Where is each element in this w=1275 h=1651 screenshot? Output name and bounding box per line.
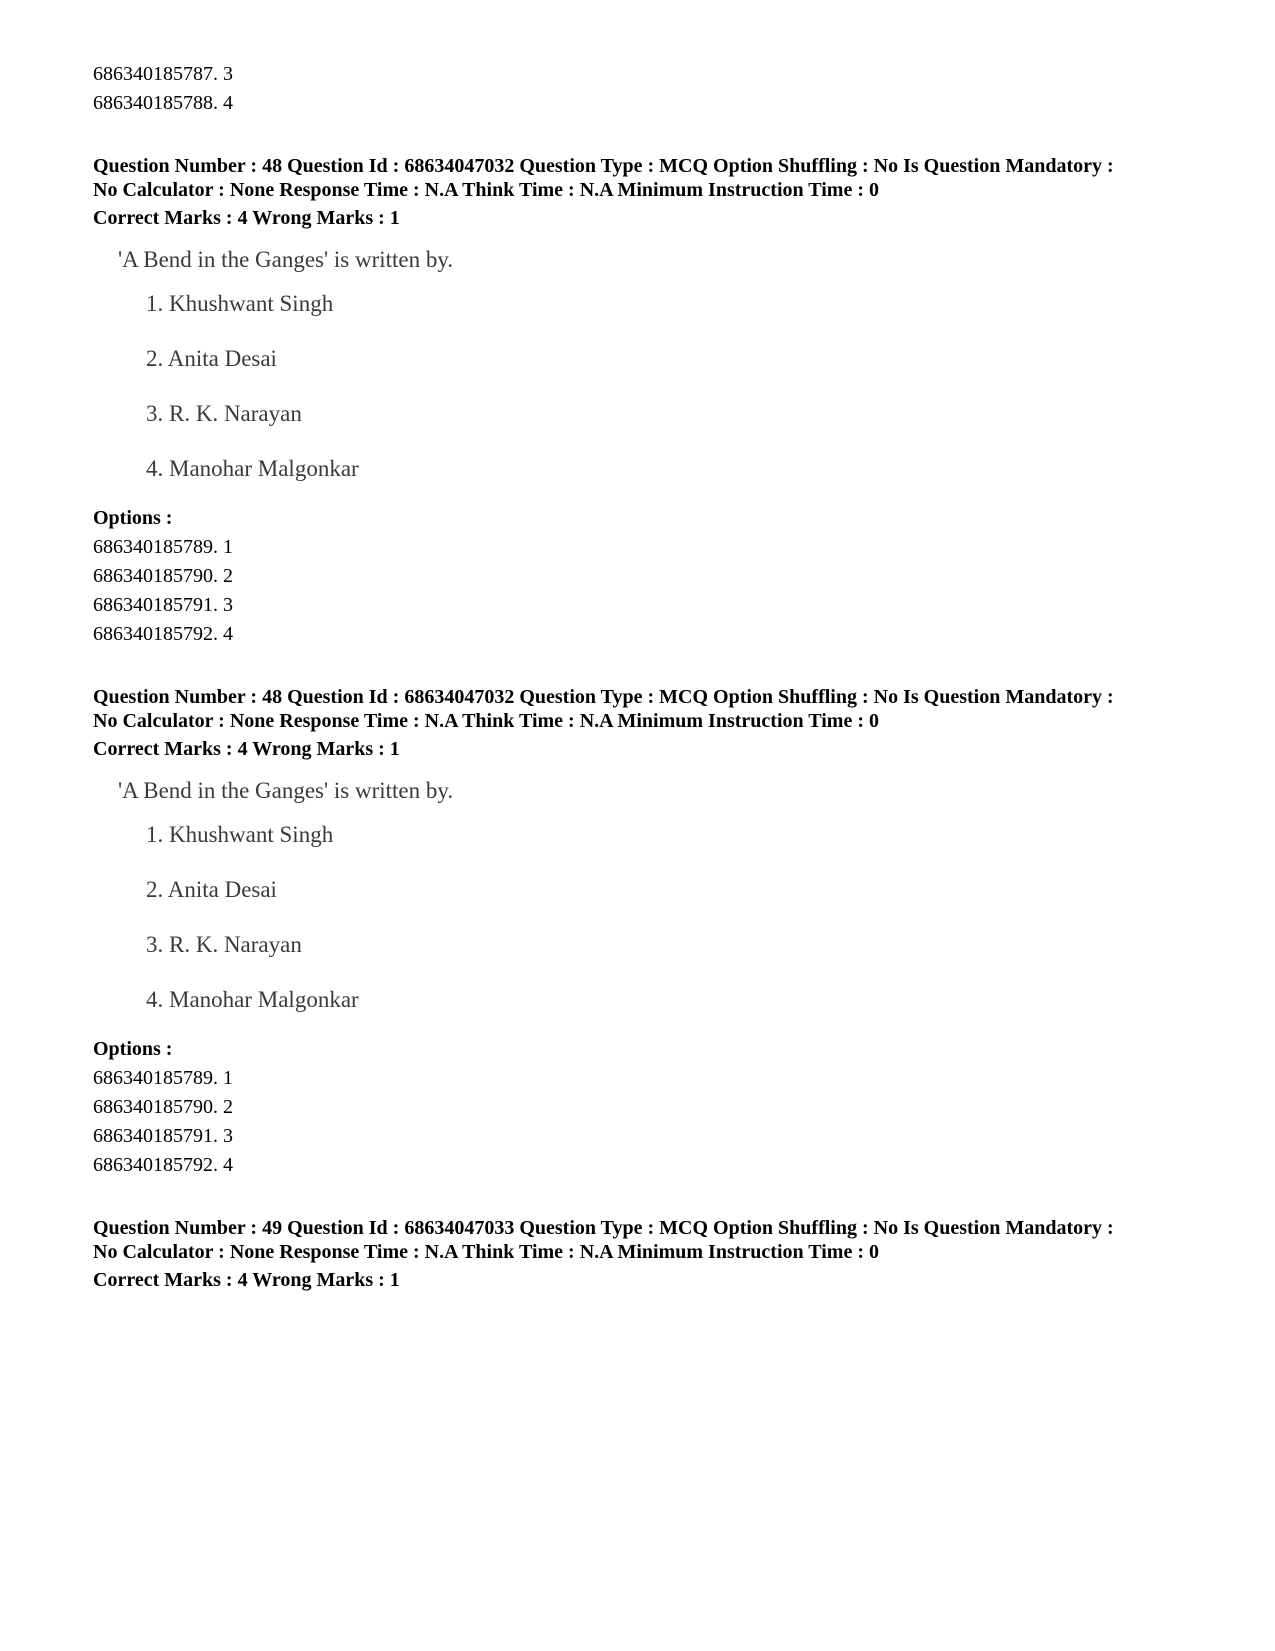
question-meta-line-1: Question Number : 48 Question Id : 68634047032 Question Type : MCQ Option Shuffling : No Is Question Mandatory :	[93, 686, 1114, 708]
document-page	[93, 60, 1203, 1295]
options-label: Options :	[93, 507, 173, 529]
previous-options-list	[93, 60, 1203, 118]
question-block	[93, 1216, 1203, 1295]
question-marks: Correct Marks : 4 Wrong Marks : 1	[93, 207, 400, 229]
question-meta-line-1: Question Number : 48 Question Id : 68634047032 Question Type : MCQ Option Shuffling : No Is Question Mandatory :	[93, 155, 1114, 177]
option-id-line: 686340185790. 2	[93, 1096, 233, 1118]
question-choice: 3. R. K. Narayan	[146, 932, 302, 957]
option-id-line: 686340185788. 4	[93, 92, 233, 114]
options-label: Options :	[93, 1038, 173, 1060]
question-choice: 4. Manohar Malgonkar	[146, 987, 359, 1012]
question-meta-line-2: No Calculator : None Response Time : N.A Think Time : N.A Minimum Instruction Time : 0	[93, 710, 879, 732]
spacer	[93, 118, 1203, 154]
question-text: 'A Bend in the Ganges' is written by.	[118, 247, 454, 272]
option-id-line: 686340185792. 4	[93, 1154, 233, 1176]
question-block	[93, 154, 1203, 649]
question-choice: 3. R. K. Narayan	[146, 401, 302, 426]
spacer	[93, 649, 1203, 685]
option-id-line: 686340185791. 3	[93, 1125, 233, 1147]
question-image	[118, 776, 1203, 1040]
question-meta-line-2: No Calculator : None Response Time : N.A Think Time : N.A Minimum Instruction Time : 0	[93, 179, 879, 201]
spacer	[93, 1180, 1203, 1216]
question-choice: 1. Khushwant Singh	[146, 822, 334, 847]
option-id-line: 686340185789. 1	[93, 536, 233, 558]
question-image	[118, 245, 1203, 509]
option-id-line: 686340185789. 1	[93, 1067, 233, 1089]
question-choice: 1. Khushwant Singh	[146, 291, 334, 316]
question-block	[93, 685, 1203, 1180]
option-id-line: 686340185792. 4	[93, 623, 233, 645]
question-marks: Correct Marks : 4 Wrong Marks : 1	[93, 1269, 400, 1291]
question-choice: 2. Anita Desai	[146, 877, 277, 902]
option-id-line: 686340185790. 2	[93, 565, 233, 587]
question-text: 'A Bend in the Ganges' is written by.	[118, 778, 454, 803]
question-meta-line-2: No Calculator : None Response Time : N.A Think Time : N.A Minimum Instruction Time : 0	[93, 1241, 879, 1263]
question-meta-line-1: Question Number : 49 Question Id : 68634047033 Question Type : MCQ Option Shuffling : No Is Question Mandatory :	[93, 1217, 1114, 1239]
question-choice: 4. Manohar Malgonkar	[146, 456, 359, 481]
option-id-line: 686340185791. 3	[93, 594, 233, 616]
question-marks: Correct Marks : 4 Wrong Marks : 1	[93, 738, 400, 760]
option-id-line: 686340185787. 3	[93, 63, 233, 85]
question-choice: 2. Anita Desai	[146, 346, 277, 371]
